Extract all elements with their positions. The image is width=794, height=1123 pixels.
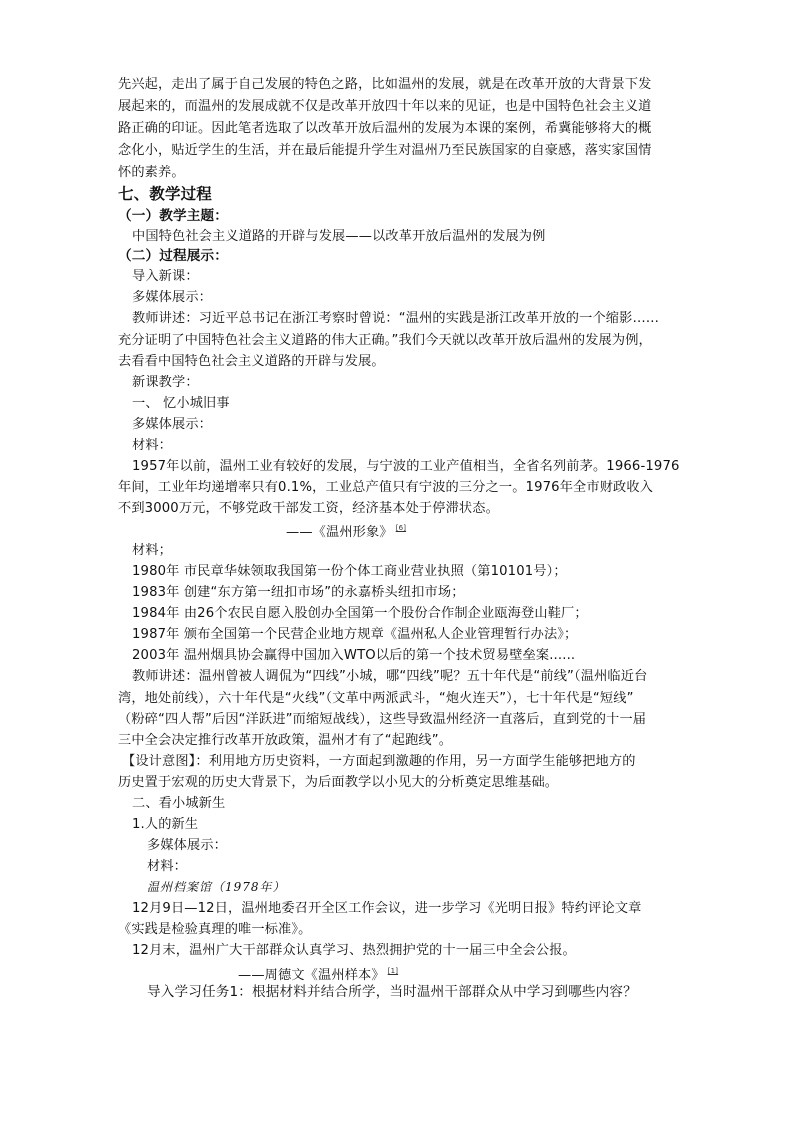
event-1984: 1984年 由26个农民自愿入股创办全国第一个股份合作制企业瓯海登山鞋厂； bbox=[132, 606, 588, 621]
part-one-heading: 一、 忆小城旧事 bbox=[132, 396, 230, 411]
intro-line-2: 展起来的，而温州的发展成就不仅是改革开放四十年以来的见证，也是中国特色社会主义道 bbox=[118, 99, 652, 114]
event-1980: 1980年 市民章华妹领取我国第一份个体工商业营业执照（第10101号）； bbox=[132, 564, 567, 579]
event-1987: 1987年 颁布全国第一个民营企业地方规章《温州私人企业管理暂行办法》； bbox=[132, 627, 578, 642]
teacher-speech-line-4: 三中全会决定推行改革开放政策，温州才有了“起跑线”。 bbox=[118, 733, 453, 748]
citation-text: ——周德文《温州样本》 bbox=[238, 968, 385, 983]
media-label: 多媒体展示： bbox=[147, 838, 228, 853]
intro-line-5: 怀的素养。 bbox=[118, 165, 185, 180]
event-2003: 2003年 温州烟具协会赢得中国加入WTO以后的第一个技术贸易壁垒案...... bbox=[132, 648, 576, 663]
new-lesson-heading: 新课教学： bbox=[132, 375, 199, 390]
subsection-theme-heading: （一）教学主题： bbox=[118, 208, 228, 224]
teacher-speech-line-3: （粉碎“四人帮”后因“洋跃进”而缩短战线），这些导致温州经济一直落后，直到党的十一届 bbox=[118, 712, 647, 727]
media-label: 多媒体展示： bbox=[132, 290, 213, 305]
material-line-1: 1957年以前，温州工业有较好的发展，与宁波的工业产值相当，全省名列前茅。1966-1976 bbox=[132, 459, 680, 474]
learning-task-1: 导入学习任务1：根据材料并结合所学，当时温州干部群众从中学习到哪些内容？ bbox=[147, 984, 637, 1000]
citation-text: ——《温州形象》 bbox=[286, 525, 393, 540]
citation bbox=[286, 518, 406, 543]
teacher-speech-line-1: 教师讲述：习近平总书记在浙江考察时曾说：“温州的实践是浙江改革开放的一个缩影…… bbox=[132, 311, 660, 326]
material-line-2: 年间，工业年均递增率只有0.1%，工业总产值只有宁波的三分之一。1976年全市财政收入 bbox=[118, 480, 654, 495]
subsection-process-heading: （二）过程展示： bbox=[118, 248, 228, 264]
teaching-theme: 中国特色社会主义道路的开辟与发展——以改革开放后温州的发展为例 bbox=[132, 229, 546, 244]
media-label: 多媒体展示： bbox=[132, 417, 213, 432]
teacher-speech-line-2: 湾，地处前线），六十年代是“火线”（文革中两派武斗，“炮火连天”），七十年代是“短线” bbox=[118, 691, 634, 706]
intro-line-3: 路正确的印证。因此笔者选取了以改革开放后温州的发展为本课的案例，希冀能够将大的概 bbox=[118, 121, 652, 136]
import-heading: 导入新课： bbox=[132, 269, 199, 284]
material-line-1: 12月9日—12日，温州地委召开全区工作会议，进一步学习《光明日报》特约评论文章 bbox=[132, 901, 642, 916]
material-line-3: 12月末，温州广大干部群众认真学习、热烈拥护党的十一届三中全会公报。 bbox=[132, 943, 576, 958]
material-line-2: 《实践是检验真理的唯一标准》。 bbox=[118, 922, 312, 937]
material-label: 材料： bbox=[132, 438, 173, 453]
part-two-heading: 二、看小城新生 bbox=[132, 796, 226, 811]
design-intent-line-1: 【设计意图】：利用地方历史资料，一方面起到激趣的作用，另一方面学生能够把地方的 bbox=[122, 754, 636, 769]
archive-source: 温州档案馆（1978年） bbox=[147, 880, 286, 894]
material-line-3: 不到3000万元，不够党政干部发工资，经济基本处于停滞状态。 bbox=[118, 501, 499, 516]
section-title: 七、教学过程 bbox=[118, 185, 212, 203]
citation-ref[interactable]: [6] bbox=[395, 524, 407, 532]
event-1983: 1983年 创建“东方第一纽扣市场”的永嘉桥头纽扣市场； bbox=[132, 585, 465, 600]
material-label: 材料； bbox=[132, 543, 173, 558]
citation-ref[interactable]: [1] bbox=[387, 967, 399, 975]
material-label: 材料： bbox=[147, 859, 188, 874]
teacher-speech-line-3: 去看看中国特色社会主义道路的开辟与发展。 bbox=[118, 354, 385, 369]
design-intent-line-2: 历史置于宏观的历史大背景下，为后面教学以小见大的分析奠定思维基础。 bbox=[118, 775, 559, 790]
teacher-speech-line-1: 教师讲述：温州曾被人调侃为“四线”小城，哪“四线”呢？五十年代是“前线”（温州临近台 bbox=[132, 669, 648, 684]
intro-line-4: 念化小，贴近学生的生活，并在最后能提升学生对温州乃至民族国家的自豪感，落实家国情 bbox=[118, 143, 652, 158]
subpart-heading: 1.人的新生 bbox=[132, 817, 199, 832]
teacher-speech-line-2: 充分证明了中国特色社会主义道路的伟大正确。”我们今天就以改革开放后温州的发展为例， bbox=[118, 333, 652, 348]
intro-line-1: 先兴起，走出了属于自己发展的特色之路，比如温州的发展，就是在改革开放的大背景下发 bbox=[118, 77, 652, 92]
